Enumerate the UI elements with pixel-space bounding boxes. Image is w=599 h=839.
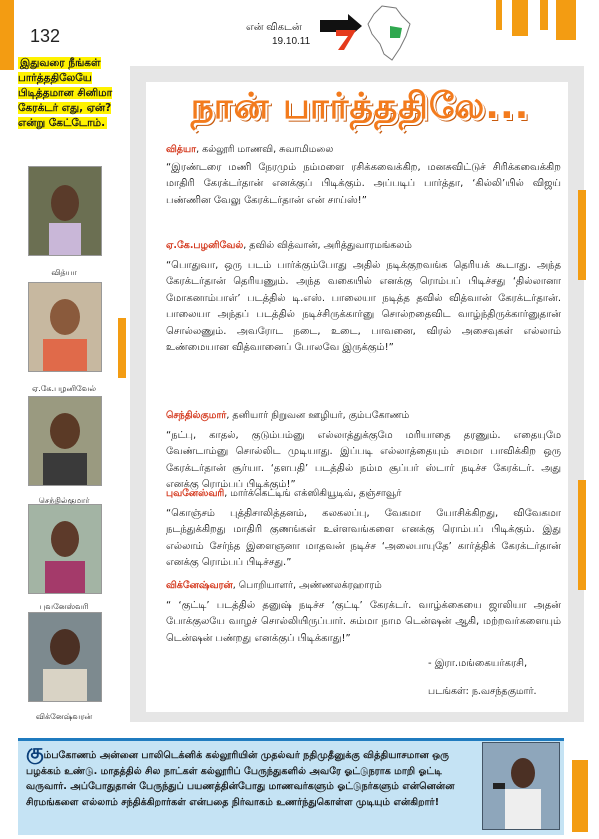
- photo-credit: படங்கள்: ந.வசந்தகுமார்.: [428, 686, 537, 697]
- caption: வித்யா: [51, 268, 77, 277]
- frame-accent: [578, 480, 586, 590]
- speaker-name: ஏ.கே.பழனிவேல்: [166, 240, 244, 251]
- speaker-detail: , தவில் வித்வான், அரித்துவாரமங்கலம்: [243, 240, 412, 251]
- speaker-line: [166, 488, 566, 500]
- speaker-detail: , மார்க்கெட்டிங் எக்ஸிகியூடிவ், தஞ்சாவூர்: [224, 488, 402, 499]
- quote: “நட்பு, காதல், குடும்பம்னு எல்லாத்துக்குமே மரியாதை தரணும். எதையுமே வேண்டாம்னு சொல்லிட முடியாது. இப்படி எல்லாத்தையும் சமமா பாவிக்கிற ஒரு கேரக்டர்தான் சூர்யா. ‘தளபதி’ படத்தில் நம்ம சூப்பர் ஸ்டார் நடிச்ச கேரக்டர். அது எனக்கு ரொம்பப் பிடிக்கும்!”: [166, 430, 561, 491]
- caption: ஏ.கே.பழனிவேல்: [31, 384, 97, 393]
- intro-question: இதுவரை நீங்கள் பார்த்ததிலேயே பிடித்தமான சினிமா கேரக்டர் எது, ஏன்? என்று கேட்டோம்.: [18, 57, 113, 129]
- speaker-detail: , கல்லூரி மாணவி, சுவாமிமலை: [196, 144, 334, 155]
- header-stripe: [512, 0, 528, 36]
- caption: புவனேஸ்வரி: [39, 602, 89, 611]
- photo-senthilkumar: [28, 396, 102, 486]
- header-stripe: [496, 0, 502, 30]
- issue-date: 19.10.11: [272, 36, 311, 47]
- speaker-line: [166, 580, 566, 592]
- caption: விக்னேஷ்வரன்: [35, 712, 93, 721]
- frame-accent: [578, 190, 586, 280]
- speaker-name: புவனேஸ்வரி: [166, 488, 225, 499]
- speaker-line: [166, 144, 566, 156]
- bottom-story: [26, 739, 476, 810]
- magazine-name: என் விகடன்: [246, 22, 302, 33]
- photo-principal: [482, 742, 560, 830]
- speaker-name: வித்யா: [166, 144, 197, 155]
- quote: “ ‘குட்டி’ படத்தில் தனுஷ் நடிச்ச ‘குட்டி’ கேரக்டர். வாழ்க்கையை ஜாலியா அதன் போக்குலயே வாழச் சொல்லியிருப்பார். சும்மா நாம டென்ஷன் ஆகி, மற்றவர்களையும் டென்ஷன் பண்றது எனக்குப் பிடிக்காது!”: [166, 600, 561, 644]
- quote: “பொதுவா, ஒரு படம் பார்க்கும்போது அதில் நடிக்குறவங்க தெரியக் கூடாது. அந்த கேரக்டர்தான் தெரியணும். அந்த வகையில் எனக்கு ரொம்பப் பிடிச்சது ‘தில்லானா மோகனாம்பாள்’ படத்தில் டி.எஸ். பாலையா நடித்த தவில் வித்வான் கேரக்டர்தான். பாலையா அந்தப் படத்தில் நடிச்சிருக்கார்னு சொல்றதைவிட வாழ்ந்திருக்கார்னுதான் சொல்லணும். அவரோட நடை, உடை, பாவனை, விரல் அசைவுகள் எல்லாம் உண்மையான வித்வானைப் போலவே இருக்கும்!”: [166, 260, 561, 354]
- header-stripe: [540, 0, 548, 30]
- page-number: 132: [30, 26, 61, 46]
- speaker-name: செந்தில்குமார்: [166, 410, 227, 421]
- bottom-accent: [572, 760, 588, 832]
- speaker-detail: , தனியார் நிறுவன ஊழியர், கும்பகோணம்: [226, 410, 410, 421]
- article-title: நான் பார்த்ததிலே...: [190, 86, 530, 127]
- photo-vigneshwaran: [28, 612, 102, 702]
- photo-bhuvaneswari: [28, 504, 102, 594]
- speaker-name: விக்னேஷ்வரன்: [166, 580, 233, 591]
- header-stripe: [556, 0, 576, 40]
- tamil-nadu-map-icon: [362, 4, 418, 64]
- speaker-line: [166, 240, 566, 252]
- speaker-detail: , பொறியாளர், அண்ணலக்ரஹாரம்: [232, 580, 382, 591]
- photo-palanivel: [28, 282, 102, 372]
- author-signoff: - இரா.மங்கையர்கரசி,: [428, 658, 528, 669]
- frame-accent: [118, 318, 126, 378]
- speaker-line: [166, 410, 566, 422]
- bottom-story-text: ம்பகோணம் அன்னை பாலிடெக்னிக் கல்லூரியின் முதல்வர் நதிமுதீனுக்கு வித்தியாசமான ஒரு பழக்கம் உண்டு. மாதத்தில் சில நாட்கள் கல்லூரிப் பேருந்துகளில் அவரே ஓட்டுநராக மாறி ஓட்டி வருவார். அப்போதுதான் பேருந்துப் பயணத்தின்போது மாணவர்களும் ஓட்டுநர்களும் என்னென்ன சிரமங்களை எல்லாம் சந்திக்கிறார்கள் என்பதை நிர்வாகம் உணர்ந்துகொள்ள முடியும் என்கிறார்!: [26, 750, 455, 808]
- quote: “கொஞ்சம் புத்திசாலித்தனம், கலகலப்பு, வேகமா யோசிக்கிறது, விவேகமா நடந்துக்கிறது மாதிரி குணங்கள் உள்ளவங்களை எனக்கு ரொம்பப் பிடிக்கும். இது எல்லாம் சேர்ந்த இளைஞனா மாதவன் நடிச்ச ‘அலைபாயுதே’ கார்த்திக் கேரக்டர்தான் எனக்கு ரொம்பப் பிடிச்சது.”: [166, 508, 561, 569]
- drop-cap: கு: [26, 739, 44, 763]
- caption: செந்தில்குமார்: [38, 496, 90, 505]
- orange-accent-bar: [0, 0, 14, 70]
- quote: “இரண்டரை மணி நேரமும் நம்மளை ரசிக்கவைக்கிற, மனசுவிட்டுச் சிரிக்கவைக்கிற மாதிரி கேரக்டர்தான் எனக்குப் பிடிக்கும். அப்படிப் பார்த்தா, ‘கில்லி’யில் விஜய் பண்ணின வேலு கேரக்டர்தான் என் சாய்ஸ்!”: [166, 162, 561, 206]
- photo-vidhya: [28, 166, 102, 256]
- vikatan-logo-icon: [318, 8, 364, 52]
